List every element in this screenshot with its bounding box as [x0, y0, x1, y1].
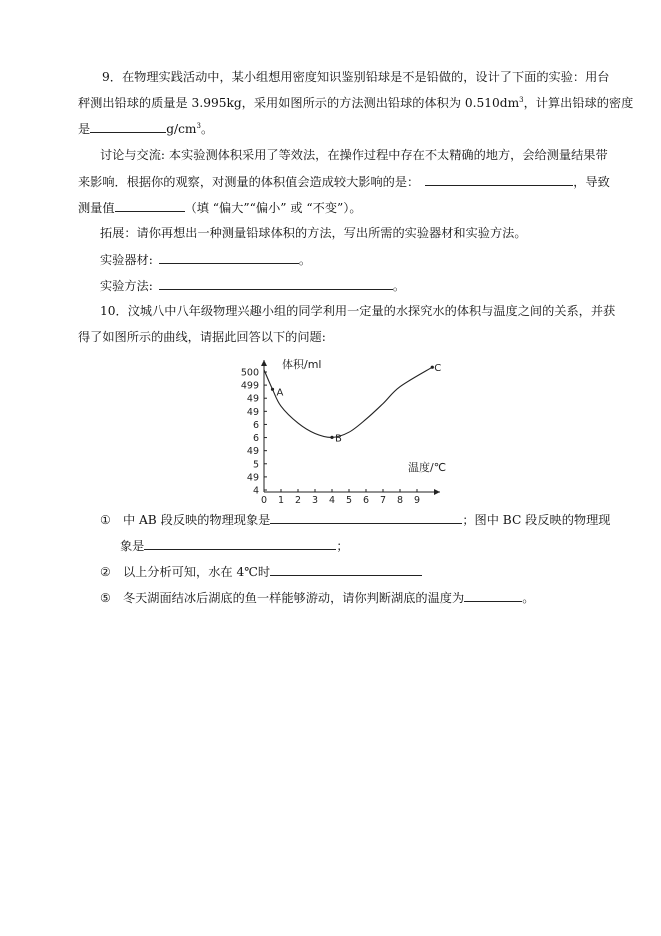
- density-answer-blank[interactable]: [90, 120, 166, 133]
- y-tick-label: 5: [252, 459, 259, 471]
- point-a: [271, 388, 274, 391]
- q10-line-2: 得了如图所示的曲线，请据此回答以下的问题:: [78, 330, 326, 344]
- influence-factor-blank[interactable]: [425, 173, 573, 186]
- ab-phenomenon-blank[interactable]: [270, 511, 462, 524]
- item-3-end: 。: [522, 591, 535, 605]
- q9-discuss-line-3-text: 测量值: [78, 201, 115, 215]
- x-axis-label: 温度/℃: [408, 461, 447, 474]
- method-blank[interactable]: [159, 277, 393, 290]
- equipment-end: 。: [298, 253, 312, 267]
- volume-temperature-chart: [228, 352, 458, 506]
- point-label-c: C: [434, 363, 442, 375]
- q10-item-1: [100, 511, 610, 528]
- q9-line-3-end: 。: [200, 122, 214, 136]
- item-3-number: ⑤: [100, 591, 111, 605]
- x-tick-label: 3: [311, 495, 319, 506]
- y-tick-label: 500: [240, 367, 259, 379]
- q9-discuss-line-2: [78, 173, 610, 190]
- q9-line-2-sup: 3: [519, 95, 524, 104]
- equipment-blank[interactable]: [159, 251, 299, 264]
- water-4c-blank[interactable]: [270, 563, 422, 576]
- q9-method-line: [100, 277, 405, 294]
- item-3-text: 冬天湖面结冰后湖底的鱼一样能够游动，请你判断湖底的温度为: [122, 591, 465, 605]
- item-1-text: 中 AB 段反映的物理现象是: [122, 513, 271, 527]
- y-tick-label: 49: [246, 393, 259, 405]
- x-tick-label: 4: [328, 495, 336, 506]
- y-axis-label: 体积/ml: [282, 358, 322, 371]
- x-tick-label: 1: [277, 495, 285, 506]
- x-tick-label: 7: [379, 495, 387, 506]
- q9-line-2: [78, 95, 633, 111]
- q9-line-1: 9．在物理实践活动中，某小组想用密度知识鉴别铅球是不是铅做的，设计了下面的实验：用台: [102, 70, 610, 84]
- y-tick-label: 6: [252, 433, 259, 445]
- q9-discuss-line-3-end: （填 “偏大”“偏小” 或 “不变”）。: [184, 201, 362, 215]
- q9-discuss-line-2-text: 来影响．根据你的观察，对测量的体积值会造成较大影响的是：: [78, 175, 420, 189]
- measured-value-blank[interactable]: [115, 199, 185, 212]
- x-tick-label: 0: [260, 495, 268, 506]
- point-label-b: B: [335, 433, 342, 445]
- q9-line-3-label: 是: [78, 122, 91, 136]
- y-tick-label: 499: [240, 380, 259, 392]
- method-end: 。: [392, 279, 406, 293]
- y-tick-label: 49: [246, 446, 259, 458]
- q9-discuss-line-1: 讨论与交流: 本实验测体积采用了等效法，在操作过程中存在不太精确的地方，会给测量结果带: [100, 148, 608, 162]
- method-label: 实验方法:: [100, 279, 153, 293]
- y-tick-label: 4: [252, 485, 259, 497]
- bc-phenomenon-blank[interactable]: [144, 537, 336, 550]
- volume-curve: [264, 367, 432, 437]
- item-1-text-b: ；图中 BC 段反映的物理现: [462, 513, 611, 527]
- lake-bottom-temp-blank[interactable]: [464, 589, 522, 602]
- point-b: [330, 436, 333, 439]
- x-tick-label: 9: [413, 495, 421, 506]
- q10-line-1: 10．汶城八中八年级物理兴趣小组的同学利用一定量的水探究水的体积与温度之间的关系，并获: [100, 304, 616, 318]
- item-2-text: 以上分析可知，水在 4℃时: [122, 565, 271, 579]
- x-tick-label: 6: [362, 495, 370, 506]
- x-tick-label: 8: [396, 495, 404, 506]
- q9-line-2-text: 秤测出铅球的质量是 3.995kg，采用如图所示的方法测出铅球的体积为 0.510dm: [78, 96, 520, 110]
- density-unit-sup: 3: [196, 121, 201, 130]
- q9-discuss-line-2-end: ，导致: [573, 175, 610, 189]
- y-tick-label: 6: [252, 419, 259, 431]
- q10-item-2: [100, 563, 422, 580]
- q9-equipment-line: [100, 251, 311, 268]
- equipment-label: 实验器材:: [100, 253, 153, 267]
- item-1-end: ；: [336, 539, 349, 553]
- q9-discuss-line-3: [78, 199, 362, 216]
- x-tick-label: 2: [294, 495, 302, 506]
- item-1-text-c: 象是: [120, 539, 145, 553]
- y-tick-label: 49: [246, 406, 259, 418]
- q10-item-3: [100, 589, 534, 606]
- q9-line-2-end: ，计算出铅球的密度: [523, 96, 634, 110]
- y-tick-label: 49: [246, 472, 259, 484]
- q9-expand: 拓展：请你再想出一种测量铅球体积的方法，写出所需的实验器材和实验方法。: [100, 226, 527, 240]
- density-unit: g/cm: [166, 122, 197, 136]
- q10-item-1-cont: [120, 537, 349, 554]
- x-tick-label: 5: [345, 495, 353, 506]
- q9-line-3: [78, 120, 213, 137]
- point-label-a: A: [276, 387, 284, 399]
- item-1-number: ①: [100, 513, 111, 527]
- item-2-number: ②: [100, 565, 111, 579]
